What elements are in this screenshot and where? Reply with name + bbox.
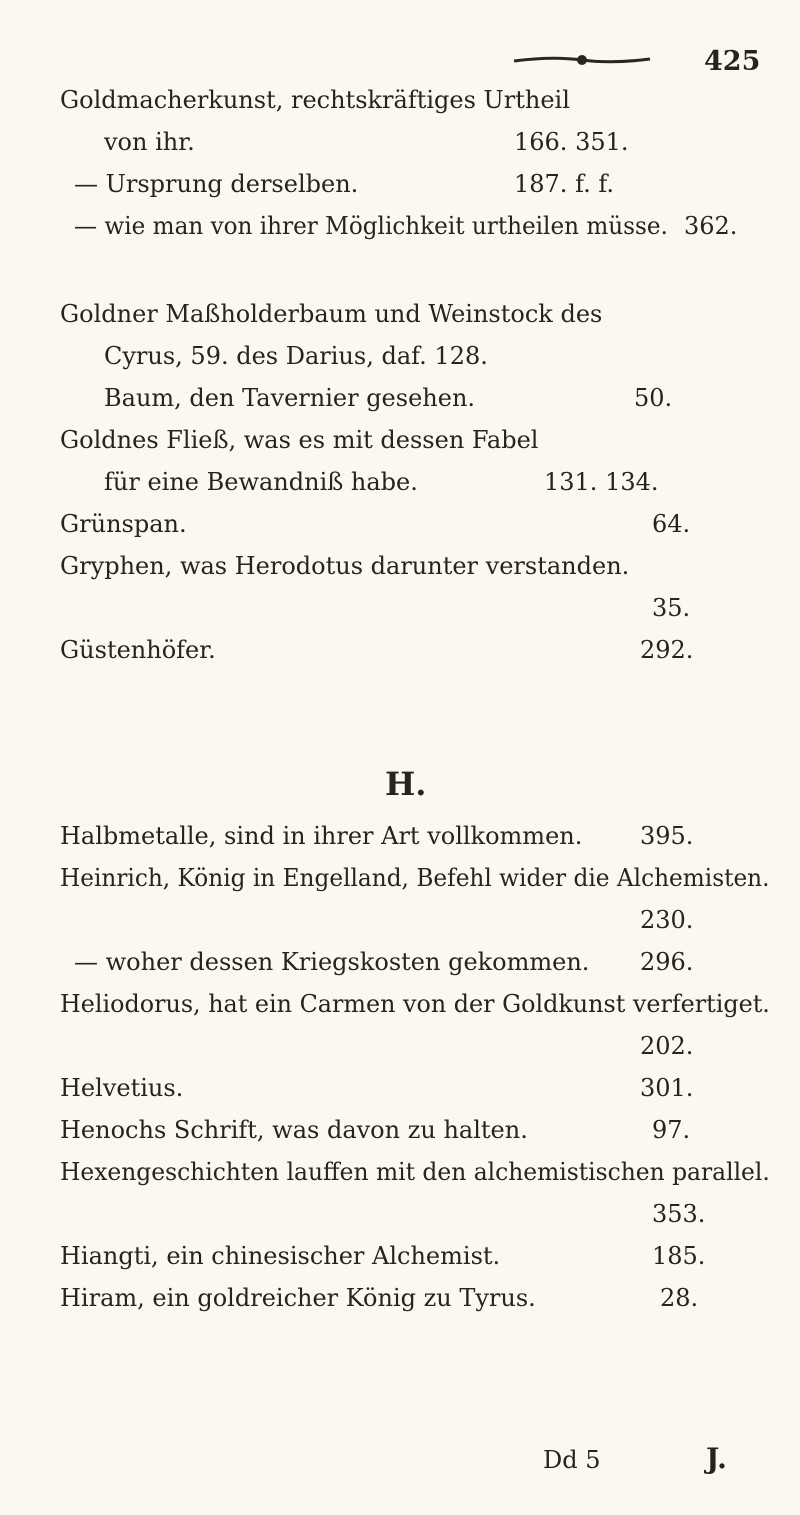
entry-text: Güstenhöfer. [60,636,216,664]
entry-text: Goldner Maßholderbaum und Weinstock des [60,300,603,328]
entry-text: von ihr. [104,128,195,156]
entry-text: — Ursprung derselben. [74,170,359,198]
entry-text: Heinrich, König in Engelland, Befehl wider die Alchemisten. [60,864,770,892]
page-reference: 35. [652,594,691,622]
signature-mark: Dd 5 [543,1446,601,1474]
entry-text: — woher dessen Kriegskosten gekommen. [74,948,590,976]
page-reference: 185. [652,1242,706,1270]
entry-text: Helvetius. [60,1074,184,1102]
page-reference: 301. [640,1074,694,1102]
entry-text: Grünspan. [60,510,187,538]
entry-text: Gryphen, was Herodotus darunter verstanden. [60,552,630,580]
section-letter: H. [385,765,427,803]
entry-text: Goldnes Fließ, was es mit dessen Fabel [60,426,539,454]
page-reference: 64. [652,510,691,538]
entry-text: — wie man von ihrer Möglichkeit urtheilen müsse. [74,212,668,240]
page-number: 425 [704,46,761,77]
entry-text: Henochs Schrift, was davon zu halten. [60,1116,528,1144]
page-reference: 362. [684,212,738,240]
entry-text: Goldmacherkunst, rechtskräftiges Urtheil [60,86,570,114]
entry-text: Hiangti, ein chinesischer Alchemist. [60,1242,501,1270]
entry-text: Halbmetalle, sind in ihrer Art vollkommen. [60,822,583,850]
page-reference: 292. [640,636,694,664]
page-reference: 187. f. f. [514,170,615,198]
catchword: J. [706,1442,727,1475]
page-reference: 28. [660,1284,699,1312]
entry-text: Hexengeschichten lauffen mit den alchemistischen parallel. [60,1158,770,1186]
entry-text: Heliodorus, hat ein Carmen von der Goldkunst verfertiget. [60,990,770,1018]
page-reference: 50. [634,384,673,412]
page-reference: 395. [640,822,694,850]
entry-text: Hiram, ein goldreicher König zu Tyrus. [60,1284,536,1312]
header-ornament [512,52,652,68]
entry-text: für eine Bewandniß habe. [104,468,418,496]
page-reference: 296. [640,948,694,976]
page-reference: 230. [640,906,694,934]
page-reference: 131. 134. [544,468,659,496]
page-reference: 166. 351. [514,128,629,156]
page-reference: 353. [652,1200,706,1228]
entry-text: Cyrus, 59. des Darius, daf. 128. [104,342,488,370]
page-reference: 97. [652,1116,691,1144]
entry-text: Baum, den Tavernier gesehen. [104,384,476,412]
page-reference: 202. [640,1032,694,1060]
